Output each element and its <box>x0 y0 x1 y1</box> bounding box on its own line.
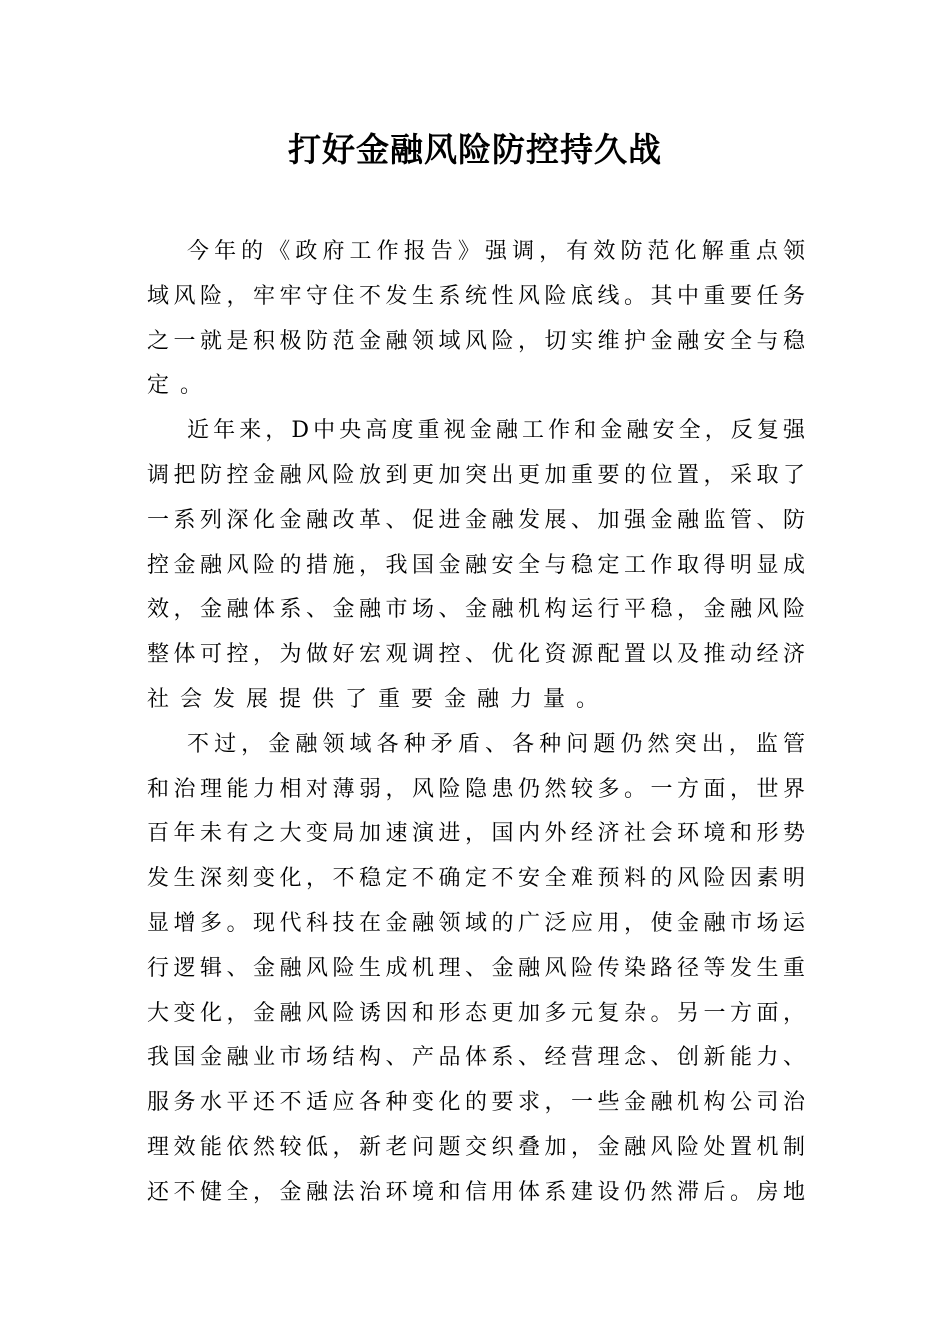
text-line: 发生深刻变化，不稳定不确定不安全难预料的风险因素明 <box>147 866 805 892</box>
paragraph-1 <box>147 230 805 409</box>
text-line: 和治理能力相对薄弱，风险隐患仍然较多。一方面，世界 <box>147 776 805 802</box>
document-body <box>147 230 805 1216</box>
text-line: 百年未有之大变局加速演进，国内外经济社会环境和形势 <box>147 821 805 847</box>
text-line: 定。 <box>147 373 214 399</box>
text-line: 控金融风险的措施，我国金融安全与稳定工作取得明显成 <box>147 552 805 578</box>
text-line: 大变化，金融风险诱因和形态更加多元复杂。另一方面， <box>147 1000 805 1026</box>
text-line: 今年的《政府工作报告》强调，有效防范化解重点领 <box>187 239 805 264</box>
text-line: 近年来，D中央高度重视金融工作和金融安全，反复强 <box>187 418 805 444</box>
text-line: 整体可控，为做好宏观调控、优化资源配置以及推动经济 <box>147 642 805 668</box>
text-line: 还不健全，金融法治环境和信用体系建设仍然滞后。房地 <box>147 1179 805 1205</box>
text-line: 之一就是积极防范金融领域风险，切实维护金融安全与稳 <box>147 328 805 354</box>
text-line: 行逻辑、金融风险生成机理、金融风险传染路径等发生重 <box>147 955 805 981</box>
paragraph-2 <box>147 409 805 723</box>
text-line: 显增多。现代科技在金融领域的广泛应用，使金融市场运 <box>147 910 805 936</box>
text-line: 不过，金融领域各种矛盾、各种问题仍然突出，监管 <box>187 731 805 757</box>
text-line: 理效能依然较低，新老问题交织叠加，金融风险处置机制 <box>147 1134 805 1160</box>
paragraph-3 <box>147 723 805 1216</box>
text-line: 一系列深化金融改革、促进金融发展、加强金融监管、防 <box>147 507 805 533</box>
text-line: 调把防控金融风险放到更加突出更加重要的位置，采取了 <box>147 462 805 488</box>
text-line: 域风险，牢牢守住不发生系统性风险底线。其中重要任务 <box>147 283 805 309</box>
document-title: 打好金融风险防控持久战 <box>288 130 662 169</box>
text-line: 我国金融业市场结构、产品体系、经营理念、创新能力、 <box>147 1045 805 1071</box>
text-line: 服务水平还不适应各种变化的要求，一些金融机构公司治 <box>147 1090 805 1116</box>
text-line: 效，金融体系、金融市场、金融机构运行平稳，金融风险 <box>147 597 805 623</box>
text-line: 社会发展提供了重要金融力量。 <box>147 686 610 712</box>
